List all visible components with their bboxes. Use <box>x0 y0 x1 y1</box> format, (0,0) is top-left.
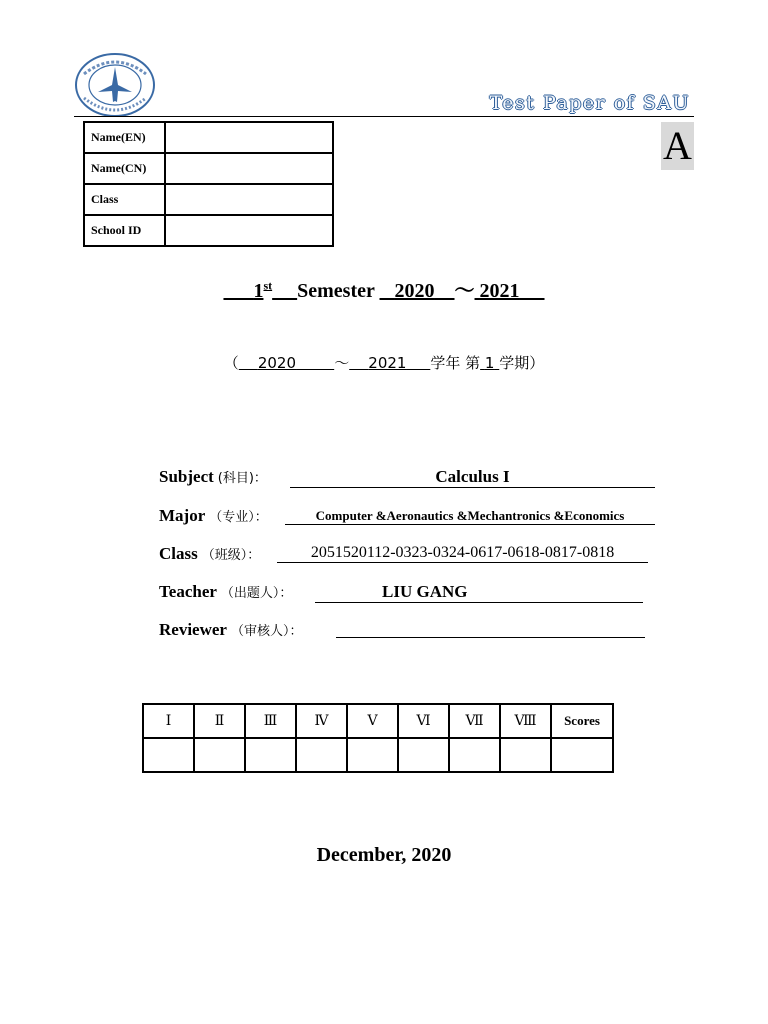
cn-term-prefix: 第 <box>465 354 481 372</box>
cn-term-number: 1 <box>484 354 495 372</box>
class-label-main: Class <box>159 544 198 563</box>
school-id-label: School ID <box>84 215 165 246</box>
table-row <box>84 184 333 215</box>
name-en-field[interactable] <box>165 122 333 153</box>
major-row <box>159 506 268 526</box>
score-cell-5[interactable] <box>347 738 398 772</box>
score-header-6: Ⅵ <box>398 704 449 738</box>
reviewer-row <box>159 620 302 640</box>
cn-tilde: ～ <box>334 354 350 372</box>
subject-label-cn: (科目)： <box>217 471 267 486</box>
school-id-field[interactable] <box>165 215 333 246</box>
reviewer-label: Reviewer <box>159 620 227 639</box>
teacher-name: LIU GANG <box>382 582 468 601</box>
class-field[interactable] <box>165 184 333 215</box>
table-row <box>143 738 613 772</box>
student-info-table <box>83 121 334 247</box>
cn-term-word: 学期） <box>499 354 545 372</box>
table-row <box>143 704 613 738</box>
reviewer-label-cn: （审核人）： <box>230 624 303 639</box>
subject-label: Subject <box>159 467 214 486</box>
header-title: Test Paper of SAU <box>489 92 690 114</box>
score-header-1: Ⅰ <box>143 704 194 738</box>
score-cell-7[interactable] <box>449 738 500 772</box>
class-label: Class <box>84 184 165 215</box>
score-cell-8[interactable] <box>500 738 551 772</box>
score-cell-total[interactable] <box>551 738 613 772</box>
table-row <box>84 122 333 153</box>
score-header-2: Ⅱ <box>194 704 245 738</box>
score-header-7: Ⅶ <box>449 704 500 738</box>
subject-row <box>159 467 267 487</box>
major-label: Major <box>159 506 206 525</box>
score-cell-3[interactable] <box>245 738 296 772</box>
class-row <box>159 544 260 564</box>
teacher-label: Teacher <box>159 582 217 601</box>
exam-date: December, 2020 <box>316 844 452 866</box>
semester-year-start: 2020 <box>394 280 435 302</box>
semester-number: 1 <box>253 280 264 302</box>
teacher-label-cn: （出题人）： <box>220 586 293 601</box>
class-value: 2051520112-0323-0324-0617-0618-0817-0818 <box>277 544 648 563</box>
university-seal-icon <box>74 52 156 118</box>
header-divider <box>74 116 694 117</box>
subject-value: Calculus I <box>290 467 655 488</box>
score-header-total: Scores <box>551 704 613 738</box>
score-cell-1[interactable] <box>143 738 194 772</box>
teacher-value <box>315 582 643 603</box>
semester-word: Semester <box>297 280 375 302</box>
score-header-8: Ⅷ <box>500 704 551 738</box>
cn-year-start: 2020 <box>257 354 297 372</box>
score-cell-4[interactable] <box>296 738 347 772</box>
score-table <box>142 703 614 773</box>
reviewer-value <box>336 620 645 638</box>
semester-tilde: ～ <box>454 280 475 302</box>
score-header-4: Ⅳ <box>296 704 347 738</box>
class-label-cn: （班级）： <box>201 548 261 563</box>
cn-open-paren: （ <box>223 354 239 372</box>
score-header-5: Ⅴ <box>347 704 398 738</box>
table-row <box>84 153 333 184</box>
semester-line <box>0 274 768 303</box>
semester-suffix: st <box>263 278 273 293</box>
score-cell-2[interactable] <box>194 738 245 772</box>
score-header-3: Ⅲ <box>245 704 296 738</box>
major-label-cn: （专业）： <box>209 510 268 525</box>
name-cn-label: Name(CN) <box>84 153 165 184</box>
cn-year-end: 2021 <box>368 354 407 372</box>
cn-year-word: 学年 <box>430 354 461 372</box>
teacher-row <box>159 582 292 602</box>
name-cn-field[interactable] <box>165 153 333 184</box>
name-en-label: Name(EN) <box>84 122 165 153</box>
score-cell-6[interactable] <box>398 738 449 772</box>
paper-version-letter: A <box>661 122 694 170</box>
academic-year-cn <box>0 352 768 373</box>
table-row <box>84 215 333 246</box>
major-value: Computer &Aeronautics &Mechantronics &Economics <box>285 508 655 525</box>
semester-year-end: 2021 <box>479 280 520 302</box>
